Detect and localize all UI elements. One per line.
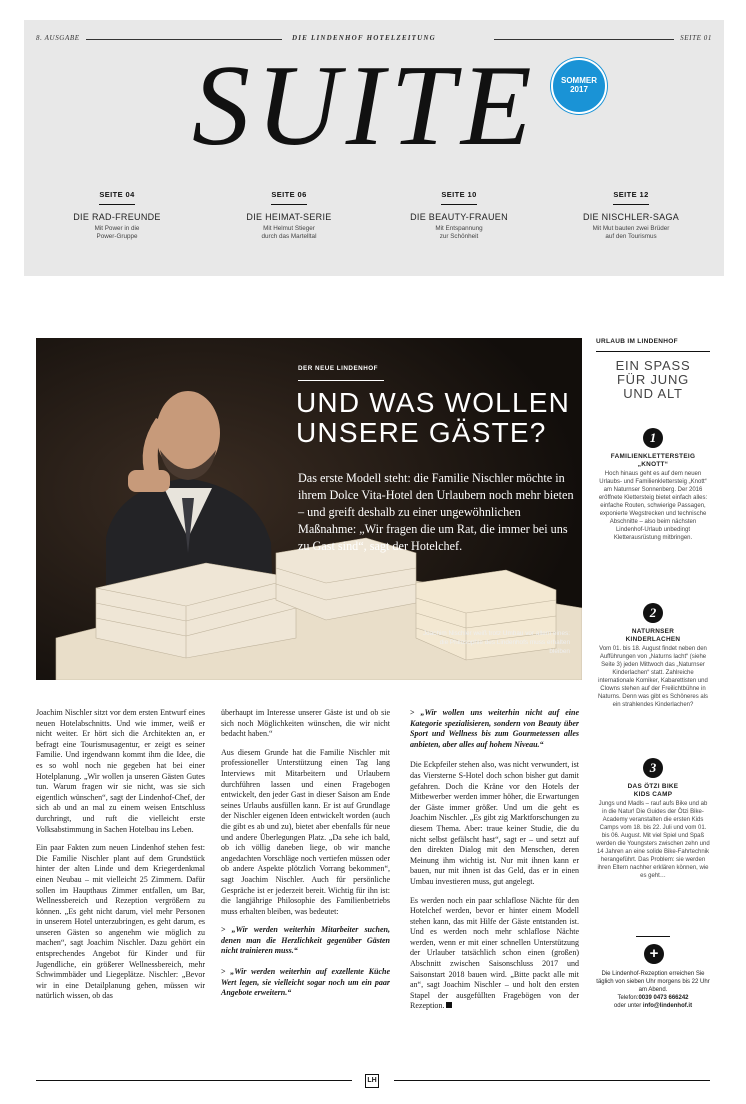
article-paragraph: Ein paar Fakten zum neuen Lindenhof stehen fest: Die Familie Nischler plant auf dem Grundstück hinter der alten Linde und dem Kriegerdenkmal einen Neubau – mit vielleicht 25 Zimmern. Dafür sollen im Haupthaus Zimmer entfallen, um Bar, Wellnessbereich und Rezeption vergrößern zu können. „Es geht nicht darum, viel mehr Personen in unserem Hotel unterzubringen, es geht darum, es unseren Gästen so angenehm wie möglich zu machen“, sagt Joachim Nischler. Dazu gehört ein entsprechendes Angebot für Kinder und für Jugendliche, ein größerer Wellnessbereich, mehr Schwimmbäder und Liegeplätze. Nischler: „Bevor wir in eine Detailplanung gehen, müssen wir natürlich wissen, ob das [36, 843, 205, 1001]
headline-line: UNSERE GÄSTE? [296, 417, 547, 448]
sidebar-item-bike-camp [596, 758, 710, 880]
contact-phone[interactable]: 0039 0473 666242 [638, 995, 689, 1001]
teaser-page: SEITE 10 [441, 190, 477, 199]
issue-label: 8. AUSGABE [36, 34, 80, 42]
teaser-page: SEITE 06 [271, 190, 307, 199]
hero-kicker: DER NEUE LINDENHOF [298, 365, 379, 372]
sidebar-item-heading: DAS ÖTZI BIKE KIDS CAMP [627, 783, 679, 798]
sidebar-item-klettersteig [596, 428, 710, 542]
teaser-rad-freunde[interactable] [32, 190, 202, 241]
teaser-desc: Mit Helmut Stieger durch das Martelltal [261, 225, 317, 240]
divider [441, 204, 477, 205]
divider [494, 39, 674, 40]
teaser-desc: Mit Power in die Power-Gruppe [94, 225, 140, 240]
article-paragraph: überhaupt im Interesse unserer Gäste ist und ob sie sich noch Möglichkeiten wünschen, die wir nicht bedacht haben.“ [221, 708, 390, 739]
sidebar-item-text: Jungs und Madls – rauf aufs Bike und ab in die Natur! Die Guides der Ötzi Bike-Academy veranstalten die ersten Kids Camps vom 18. bis 22. Juli und vom 01. bis 06. August. Mit viel Spiel und Spaß werden die Youngsters zwischen zehn und 14 Jahren an eine solide Bike-Fahrtechnik herangeführt. Das Problem: sie werden ihren Eltern nachher erklären können, wie es geht… [596, 801, 710, 879]
masthead [24, 20, 724, 276]
hero-lead: Das erste Modell steht: die Familie Nischler möchte in ihrem Dolce Vita-Hotel den Urlaubern noch mehr bieten – und greift deshalb zu einer ungewöhnlichen Maßnahme: „Wir fragen die um Rat, die immer bei uns zu Gast sind“, sagt der Hotelchef. [298, 471, 574, 553]
teaser-title: DIE BEAUTY-FRAUEN [410, 212, 508, 222]
end-mark [446, 1002, 452, 1008]
teaser-page: SEITE 12 [613, 190, 649, 199]
teaser-nischler-saga[interactable] [546, 190, 716, 241]
plus-icon: + [644, 944, 664, 964]
sidebar-headline: EIN SPASS FÜR JUNG UND ALT [615, 358, 691, 401]
divider [613, 204, 649, 205]
teaser-title: DIE RAD-FREUNDE [73, 212, 161, 222]
sidebar-item-text: Vom 01. bis 18. August findet neben den Aufführungen von „Naturns lacht“ (siehe Seite 3) jeden Mittwoch das „Naturnser Kinderlachen“ statt. Zahlreiche internationale Komiker, Kabarettisten und Clowns stehen auf der Freilichtbühne in Naturns. Denn was gibt es Schöneres als ein strahlendes Kinderlachen? [597, 646, 709, 708]
divider [36, 1080, 352, 1081]
contact-info: Die Lindenhof-Rezeption erreichen Sie täglich von sieben Uhr morgens bis 22 Uhr am Abend. Telefon:0039 0473 666242 oder unter info@lindenhof.it [596, 971, 710, 1009]
teaser-desc: Mit Mut bauten zwei Brüder auf den Tourismus [592, 225, 670, 240]
sidebar-item-text: Hoch hinaus geht es auf dem neuen Urlaubs- und Familienklettersteig „Knott“ am Naturnser Sonnenberg. Der 2016 eröffnete Klettersteig bietet einfach alles: einfache Routen, schwierige Passagen, exponierte Wegstrecken und technische Abschnitte – also beim nächsten Lindenhof-Urlaub unbedingt Kletterausrüstung mitbringen. [598, 471, 708, 541]
article-paragraph: Es werden noch ein paar schlaflose Nächte für den Hotelchef werden, bevor er hinter einem Modell stehen kann, das mit Hilfe der Gäste entstanden ist. Und es werden noch mehr schlaflose Nächte werden, wenn er mit einer schnellen Unterstützung der Urlauber tatsächlich schon einen (großen) Abschnitt zwischen Saisonschluss 2017 und Saisonstart 2018 bauen wird. „Bitte packt alle mit an“, sagt Joachim Nischler – und holt den ersten Stapel der ausgefüllten Fragebögen von der Rezeption. [410, 895, 579, 1011]
pull-quote: > „Wir werden weiterhin Mitarbeiter suchen, denen man die Herzlichkeit gegenüber Gästen nicht trainieren muss.“ [221, 925, 391, 956]
headline-line: UND WAS WOLLEN [296, 387, 571, 418]
hero-photo [36, 338, 582, 680]
divider [298, 380, 384, 381]
teaser-row [24, 190, 724, 260]
sidebar-title: URLAUB IM LINDENHOF [596, 338, 678, 345]
sidebar-lower [596, 758, 710, 1038]
publication-name: DIE LINDENHOF HOTELZEITUNG [292, 34, 436, 42]
teaser-desc: Mit Entspannung zur Schönheit [435, 225, 483, 240]
badge-season: SOMMER [561, 76, 597, 85]
hero-headline [296, 388, 580, 448]
sidebar-item-heading: NATURNSER KINDERLACHEN [625, 628, 681, 643]
divider [636, 936, 670, 937]
photo-caption: Joachim Nischler weiß trotz Umbau vor allem eines: die Philosophie des Lindenhofs muss erhalten bleiben [422, 630, 570, 655]
sidebar-item-heading: FAMILIENKLETTERSTEIG „KNOTT“ [610, 453, 696, 468]
article-paragraph: Joachim Nischler sitzt vor dem ersten Entwurf eines neuen Hotelabschnitts. Und wie immer, weiß er nicht weiter. Er hört sich die Architekten an, er befragt eine Tourismusagentur, er zeigt es seiner Familie. Und irgendwann kommt ihm die Idee, die es so wohl noch nie gegeben hat bei einer Hotelplanung. „Wir wollen ja unseren Gästen Gutes tun. Warum fragen wir sie nicht, was sie sich eigentlich wünschen“, sagt der Lindenhof-Chef, der sich ab und an mal zu einem weisen Entschluss durchringt, und ruft die vielleicht erste Volksabstimmung in Sachen Hotelbau ins Leben. [36, 708, 205, 834]
article-paragraph: Die Eckpfeiler stehen also, was nicht verwundert, ist das Viersterne S-Hotel doch schon bisher gut damit gefahren. Doch die Kräne vor den Hotels der Mitbewerber werden immer höher, die Erwartungen der Gäste immer größer. Und um die geht es Joachim Nischler. „Es gibt zig Marktforschungen zu diesem Thema. Aber: traue keiner Studie, die du nicht selbst gefälscht hast“, sagt er – und setzt auf den direkten Dialog mit den Menschen, deren Meinung ihm wichtig ist. Nur mit ihnen kann er bauen, nur mit ihnen ist das Geld, das er in einen Umbau investieren muss, gut angelegt. [410, 760, 579, 886]
article-column-2 [221, 708, 390, 1009]
season-badge [551, 58, 607, 114]
number-badge: 1 [643, 428, 663, 448]
pull-quote: > „Wir wollen uns weiterhin nicht auf eine Kategorie spezialisieren, sondern von Beauty über Sport und Wellness bis zum Gourmetessen alles anbieten, aber alles auf hohem Niveau.“ [410, 708, 580, 749]
article-column-1 [36, 708, 205, 1010]
suite-logo: SUITE [192, 42, 538, 170]
page-number: SEITE 01 [680, 34, 712, 42]
footer [36, 1074, 710, 1088]
divider [86, 39, 282, 40]
teaser-beauty-frauen[interactable] [374, 190, 544, 241]
divider [596, 351, 710, 352]
teaser-page: SEITE 04 [99, 190, 135, 199]
sidebar-urlaub [596, 338, 710, 722]
teaser-title: DIE NISCHLER-SAGA [582, 212, 680, 222]
contact-email-link[interactable]: info@lindenhof.it [642, 1003, 693, 1009]
number-badge: 3 [643, 758, 663, 778]
badge-year: 2017 [570, 85, 588, 94]
pull-quote: > „Wir werden weiterhin auf exzellente Küche Wert legen, sie vielleicht sogar noch um ein paar Angebote erweitern.“ [221, 967, 391, 998]
teaser-title: DIE HEIMAT-SERIE [246, 212, 332, 222]
divider [99, 204, 135, 205]
number-badge: 2 [643, 603, 663, 623]
teaser-heimat-serie[interactable] [204, 190, 374, 241]
sidebar-item-kinderlachen [596, 603, 710, 709]
divider [394, 1080, 710, 1081]
lindenhof-logo-mark: LH [365, 1074, 379, 1088]
article-column-3 [410, 708, 579, 1020]
divider [271, 204, 307, 205]
article-paragraph: Aus diesem Grunde hat die Familie Nischler mit professioneller Unterstützung einen Tag lang Interviews mit Mitarbeitern und Urlaubern durchführen lassen und einen Fragebogen entwickelt, den jeder Gast in dieser Saison am Ende seines Urlaubs ausfüllen kann. Er ist auf Grundlage der Nischler eigenen Ideen entwickelt worden (auch die gibt es ab und zu), bietet aber ebenfalls für neue und andere Überlegungen Platz. „Da sehe ich bald, ob ich völlig daneben liege, ob wir manche angedachten Vorschläge noch vertiefen müssen oder ob andere Aspekte plötzlich Vorrang bekommen“, sagt Joachim Nischler. Auch für persönliche Gespräche ist er jederzeit bereit. Wichtig für ihn ist: die langjährige Philosophie des Familienbetriebs muss erhalten bleiben, was bedeutet: [221, 747, 390, 916]
